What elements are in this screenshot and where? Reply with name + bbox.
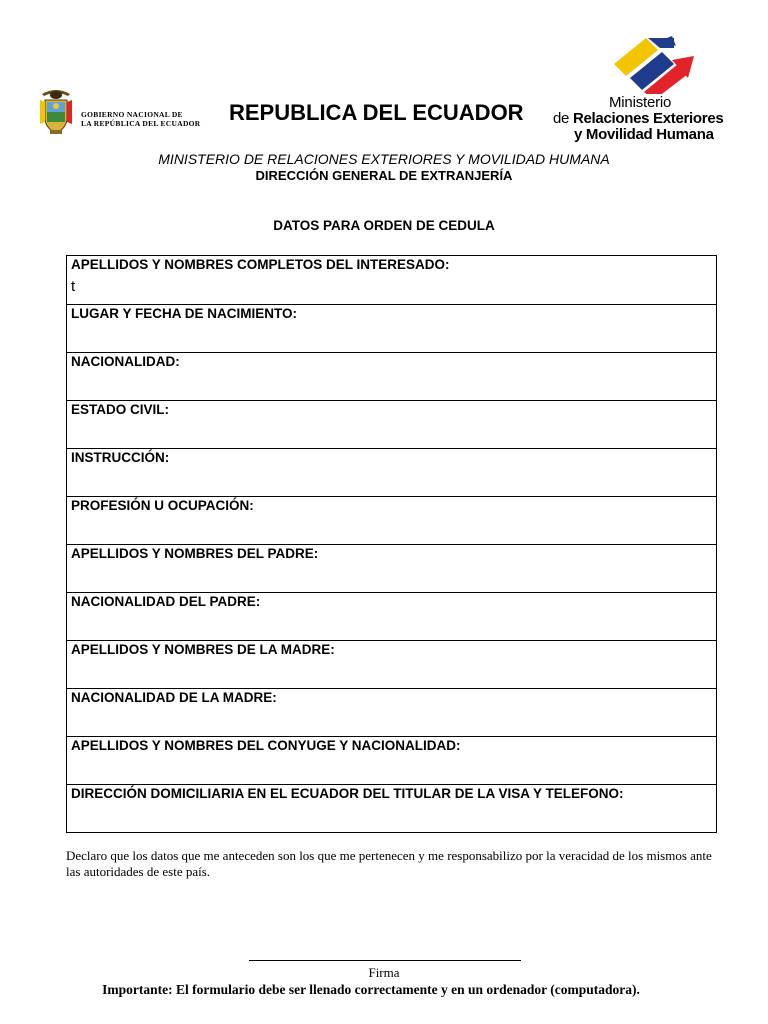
field-label: ESTADO CIVIL: (71, 402, 170, 417)
field-address-phone[interactable] (67, 784, 716, 832)
signature-line[interactable] (249, 960, 521, 961)
field-full-name[interactable] (67, 256, 716, 304)
important-note: Importante: El formulario debe ser llenado correctamente y en un ordenador (computadora). (102, 982, 640, 997)
field-label: APELLIDOS Y NOMBRES DEL CONYUGE Y NACIONALIDAD: (71, 738, 461, 753)
field-label: INSTRUCCIÓN: (71, 450, 170, 465)
ministry-arrows-icon (608, 34, 698, 94)
field-father-nationality[interactable] (67, 592, 716, 640)
field-mother-name[interactable] (67, 640, 716, 688)
field-father-name[interactable] (67, 544, 716, 592)
field-label: DIRECCIÓN DOMICILIARIA EN EL ECUADOR DEL TITULAR DE LA VISA Y TELEFONO: (71, 786, 624, 801)
field-label: LUGAR Y FECHA DE NACIMIENTO: (71, 306, 298, 321)
form-title: DATOS PARA ORDEN DE CEDULA (273, 218, 495, 233)
data-form-table (66, 255, 717, 833)
field-profession[interactable] (67, 496, 716, 544)
field-label: PROFESIÓN U OCUPACIÓN: (71, 498, 254, 513)
page-title: REPUBLICA DEL ECUADOR (229, 100, 524, 125)
ministry-logo (553, 34, 738, 146)
field-label: APELLIDOS Y NOMBRES COMPLETOS DEL INTERESADO: (71, 257, 450, 272)
coat-of-arms-icon (36, 86, 76, 136)
field-label: NACIONALIDAD DEL PADRE: (71, 594, 261, 609)
direction-name: DIRECCIÓN GENERAL DE EXTRANJERÍA (255, 168, 513, 183)
field-value[interactable]: t (71, 278, 76, 295)
field-birth-place-date[interactable] (67, 304, 716, 352)
government-logo (36, 86, 208, 138)
government-logo-text: GOBIERNO NACIONAL DE LA REPÚBLICA DEL ECUADOR (81, 110, 201, 128)
field-label: APELLIDOS Y NOMBRES DEL PADRE: (71, 546, 319, 561)
field-label: NACIONALIDAD: (71, 354, 180, 369)
ministry-logo-line2: de Relaciones Exteriores (553, 110, 724, 127)
field-education[interactable] (67, 448, 716, 496)
field-civil-status[interactable] (67, 400, 716, 448)
field-mother-nationality[interactable] (67, 688, 716, 736)
ministry-logo-line1: Ministerio (609, 94, 672, 111)
field-label: APELLIDOS Y NOMBRES DE LA MADRE: (71, 642, 335, 657)
field-spouse[interactable] (67, 736, 716, 784)
signature-label: Firma (368, 965, 400, 980)
ministry-name: MINISTERIO DE RELACIONES EXTERIORES Y MOVILIDAD HUMANA (158, 151, 610, 167)
ministry-logo-line3: y Movilidad Humana (574, 126, 714, 143)
field-label: NACIONALIDAD DE LA MADRE: (71, 690, 277, 705)
declaration-text: Declaro que los datos que me anteceden son los que me pertenecen y me responsabilizo por la veracidad de los mismos ante las autoridades de este país. (66, 848, 712, 879)
field-nationality[interactable] (67, 352, 716, 400)
